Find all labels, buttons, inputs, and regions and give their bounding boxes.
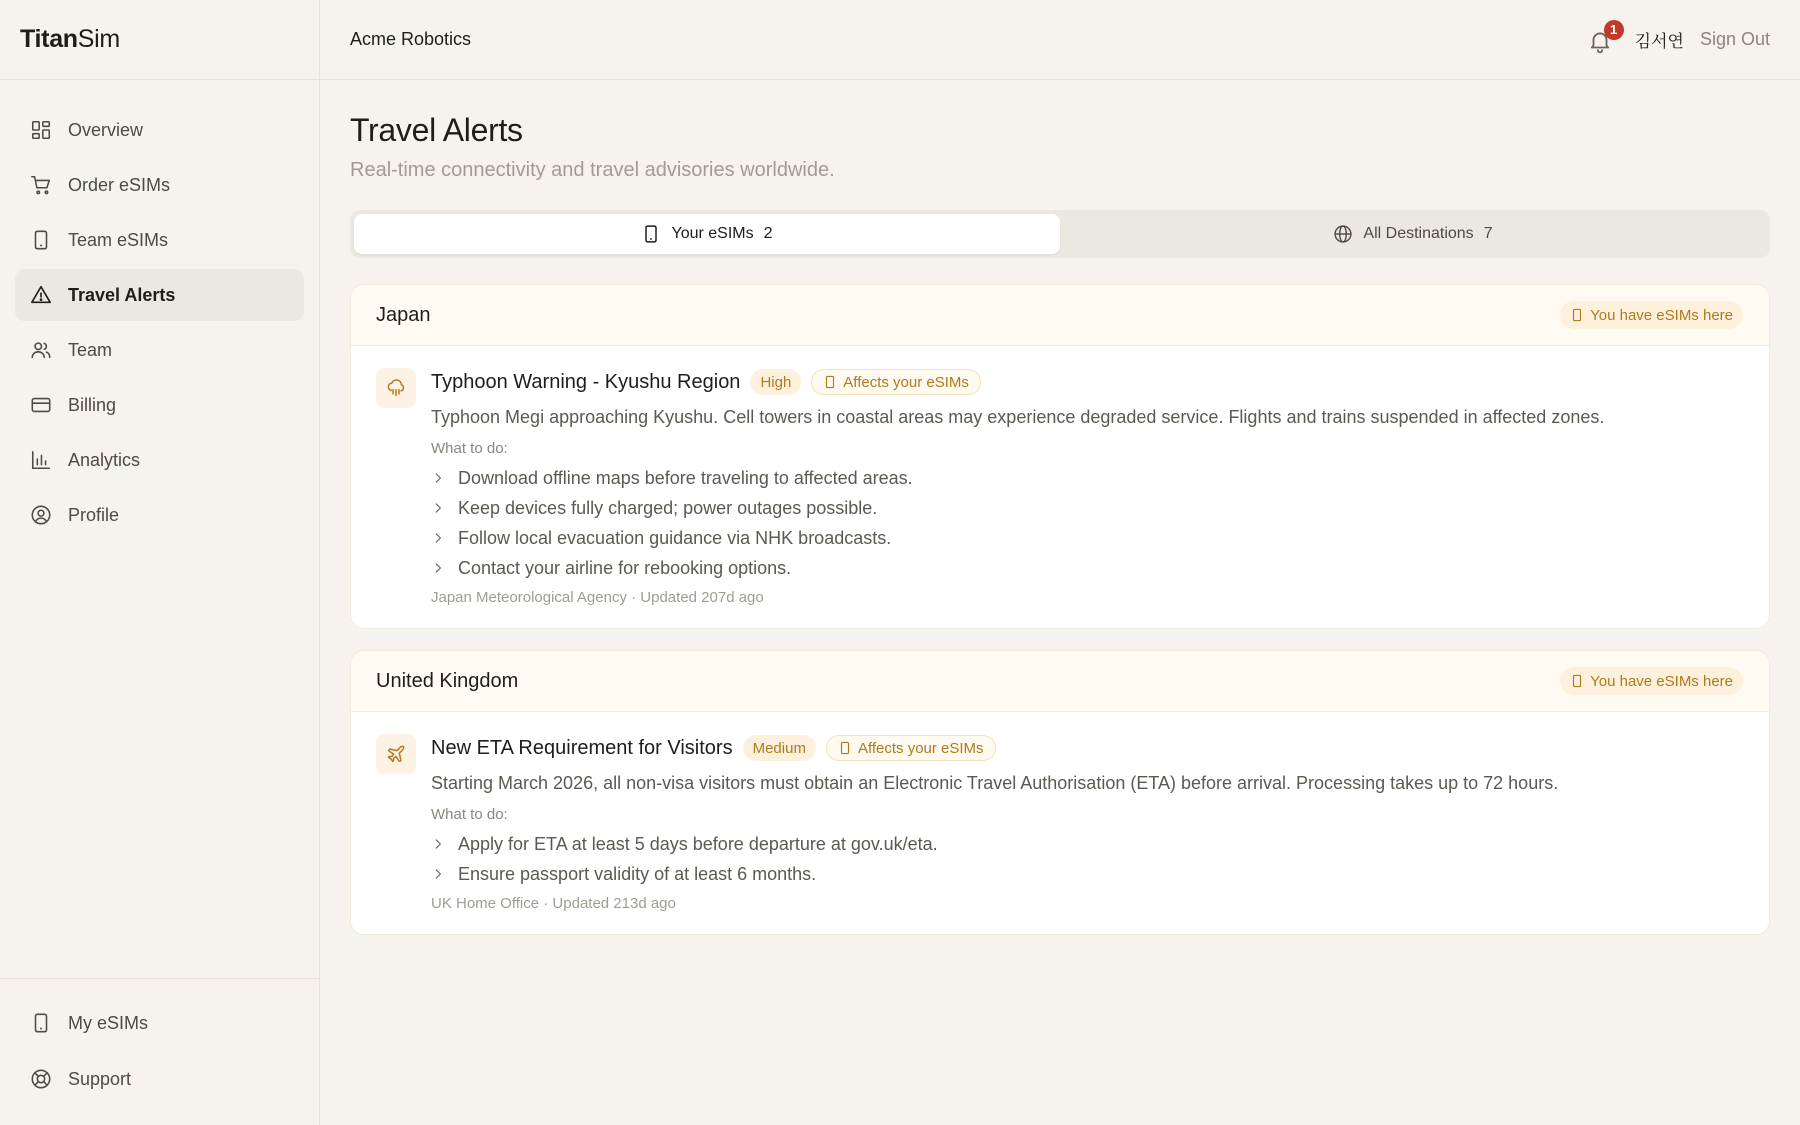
country-card-header — [351, 651, 1769, 712]
sidebar-item-label: Order eSIMs — [68, 174, 171, 195]
chevron-right-icon — [431, 531, 445, 545]
user-name[interactable]: 김서연 — [1634, 32, 1684, 51]
notification-count-badge: 1 — [1604, 20, 1624, 40]
todo-label: What to do: — [431, 440, 508, 457]
sidebar-item-label: Travel Alerts — [68, 284, 176, 305]
bar-chart-icon — [30, 449, 52, 471]
main-content — [350, 80, 1770, 935]
users-icon — [30, 339, 52, 361]
chevron-right-icon — [431, 837, 445, 851]
chevron-right-icon — [431, 501, 445, 515]
alert-title-row — [431, 734, 1743, 762]
country-card-header — [351, 285, 1769, 346]
phone-icon — [30, 1012, 52, 1034]
list-item — [431, 493, 1743, 523]
credit-card-icon — [30, 394, 52, 416]
alert-item — [351, 712, 1769, 934]
sidebar — [0, 0, 320, 1125]
todo-list — [431, 829, 1743, 889]
grid-icon — [30, 119, 52, 141]
sidebar-item-label: Overview — [68, 119, 144, 140]
alert-icon-tile — [376, 368, 416, 408]
sidebar-item-label: Team — [68, 339, 113, 360]
tab-count: 7 — [1483, 225, 1493, 242]
country-name: Japan — [376, 303, 431, 326]
todo-text: Ensure passport validity of at least 6 months. — [458, 863, 817, 884]
alert-body — [431, 368, 1743, 606]
sidebar-item-analytics[interactable] — [15, 434, 304, 486]
alert-tabs — [350, 210, 1770, 258]
alert-triangle-icon — [30, 284, 52, 306]
alert-description: Starting March 2026, all non-visa visitors must obtain an Electronic Travel Authorisation (ETA) before arrival. Processing takes up to 72 hours. — [431, 773, 1559, 793]
alert-description: Typhoon Megi approaching Kyushu. Cell towers in coastal areas may experience degraded service. Flights and trains suspended in affected zones. — [431, 407, 1605, 427]
affects-esims-badge — [826, 735, 996, 761]
alert-source: UK Home Office · Updated 213d ago — [431, 895, 676, 912]
tab-count: 2 — [763, 225, 773, 242]
list-item — [431, 523, 1743, 553]
phone-icon — [641, 224, 661, 244]
todo-text: Keep devices fully charged; power outages possible. — [458, 497, 878, 518]
user-circle-icon — [30, 504, 52, 526]
sidebar-item-billing[interactable] — [15, 379, 304, 431]
country-card-japan — [350, 284, 1770, 629]
organization-name[interactable]: Acme Robotics — [350, 29, 472, 49]
country-card-united-kingdom — [350, 650, 1770, 935]
sidebar-item-label: Analytics — [68, 449, 141, 470]
esims-here-badge — [1560, 667, 1743, 695]
alert-item — [351, 346, 1769, 628]
top-header — [320, 0, 1800, 80]
sidebar-item-label: Billing — [68, 394, 117, 415]
page-subtitle: Real-time connectivity and travel advisories worldwide. — [350, 159, 835, 181]
brand-name-light: Sim — [77, 25, 120, 53]
phone-icon — [30, 229, 52, 251]
todo-text: Download offline maps before traveling to affected areas. — [458, 467, 913, 488]
severity-badge: High — [750, 369, 801, 395]
severity-badge: Medium — [743, 735, 816, 761]
country-name: United Kingdom — [376, 669, 519, 692]
sidebar-item-label: Profile — [68, 504, 120, 525]
sidebar-bottom-nav — [0, 978, 319, 1109]
affects-esims-badge — [811, 369, 981, 395]
sidebar-item-label: Team eSIMs — [68, 229, 169, 250]
sidebar-item-support[interactable] — [15, 1053, 304, 1105]
list-item — [431, 463, 1743, 493]
sidebar-item-my-esims[interactable] — [15, 997, 304, 1049]
todo-label: What to do: — [431, 806, 508, 823]
main-nav — [0, 80, 319, 541]
globe-icon — [1333, 224, 1353, 244]
chevron-right-icon — [431, 867, 445, 881]
sidebar-item-label: My eSIMs — [68, 1012, 149, 1033]
alert-title: Typhoon Warning - Kyushu Region — [431, 370, 741, 393]
tab-your-esims[interactable] — [354, 214, 1060, 254]
badge-label: Affects your eSIMs — [857, 739, 984, 757]
phone-icon — [838, 741, 852, 755]
tab-all-destinations[interactable] — [1060, 214, 1766, 254]
phone-icon — [1570, 308, 1584, 322]
list-item — [431, 859, 1743, 889]
sidebar-item-overview[interactable] — [15, 104, 304, 156]
alert-icon-tile — [376, 734, 416, 774]
badge-label: Affects your eSIMs — [843, 373, 969, 391]
phone-icon — [823, 375, 837, 389]
alert-body — [431, 734, 1743, 912]
todo-text: Follow local evacuation guidance via NHK broadcasts. — [458, 527, 892, 548]
chevron-right-icon — [431, 471, 445, 485]
todo-text: Contact your airline for rebooking options. — [458, 557, 792, 578]
chevron-right-icon — [431, 561, 445, 575]
sidebar-item-travel-alerts[interactable] — [15, 269, 304, 321]
alert-source: Japan Meteorological Agency · Updated 207d ago — [431, 589, 764, 606]
sidebar-item-team[interactable] — [15, 324, 304, 376]
badge-label: You have eSIMs here — [1590, 672, 1733, 690]
list-item — [431, 553, 1743, 583]
cloud-rain-icon — [386, 378, 406, 398]
lifebuoy-icon — [30, 1068, 52, 1090]
todo-list — [431, 463, 1743, 583]
sidebar-item-order-esims[interactable] — [15, 159, 304, 211]
sidebar-item-team-esims[interactable] — [15, 214, 304, 266]
tab-label: All Destinations — [1363, 225, 1474, 242]
alert-title-row — [431, 368, 1743, 396]
notifications-button[interactable] — [1587, 22, 1618, 55]
badge-label: You have eSIMs here — [1590, 306, 1733, 324]
plane-icon — [386, 744, 406, 764]
alert-title: New ETA Requirement for Visitors — [431, 736, 733, 759]
header-actions — [1587, 22, 1770, 55]
cart-icon — [30, 174, 52, 196]
brand-name-bold: Titan — [20, 25, 78, 53]
sidebar-item-profile[interactable] — [15, 489, 304, 541]
tab-label: Your eSIMs — [671, 225, 754, 242]
sidebar-item-label: Support — [68, 1068, 132, 1089]
page-title: Travel Alerts — [350, 112, 523, 148]
list-item — [431, 829, 1743, 859]
esims-here-badge — [1560, 301, 1743, 329]
brand-logo[interactable] — [0, 0, 319, 80]
phone-icon — [1570, 674, 1584, 688]
todo-text: Apply for ETA at least 5 days before departure at gov.uk/eta. — [458, 833, 938, 854]
sign-out-button[interactable]: Sign Out — [1699, 29, 1770, 49]
